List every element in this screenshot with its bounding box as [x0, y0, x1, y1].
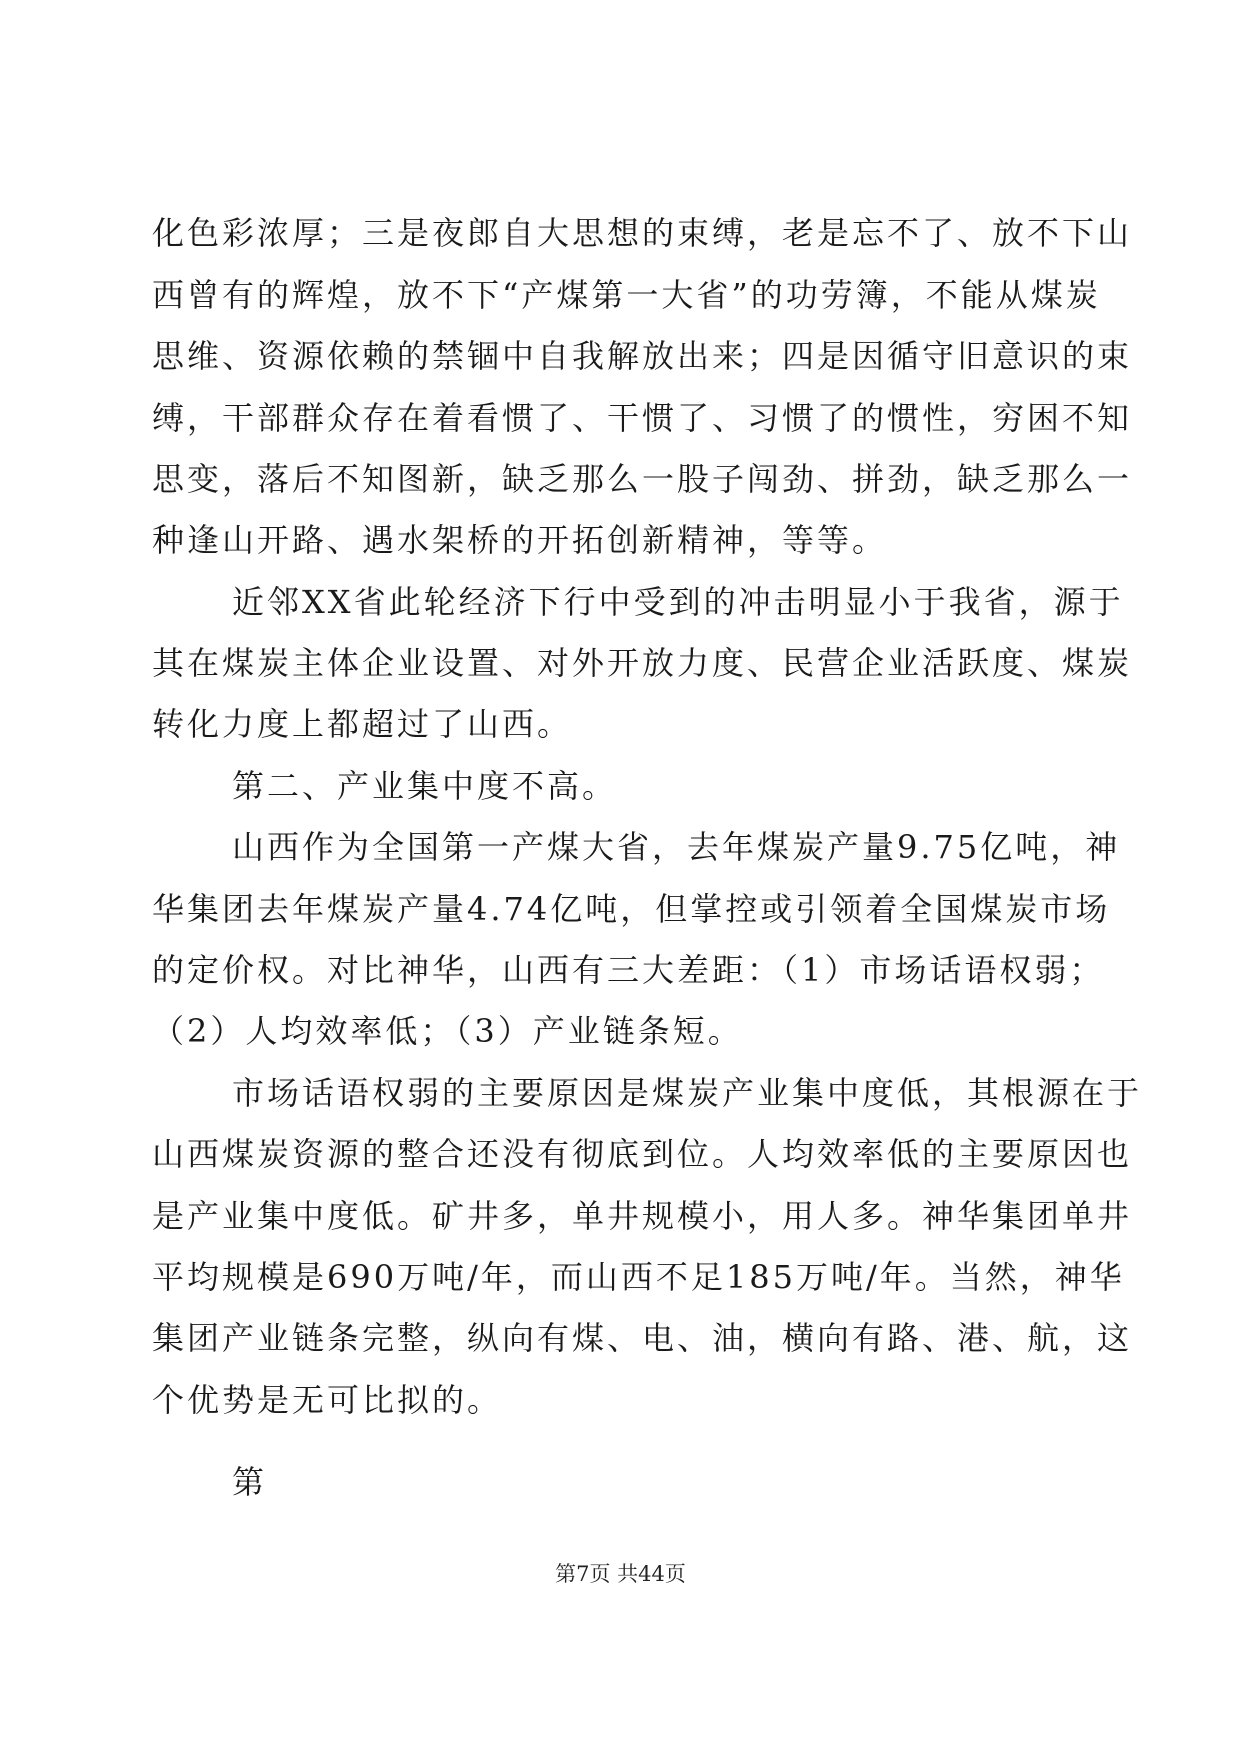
text-line: 山西煤炭资源的整合还没有彻底到位。人均效率低的主要原因也 [152, 1135, 1133, 1173]
text-line: 个优势是无可比拟的。 [152, 1381, 503, 1419]
text-line: 是产业集中度低。矿井多，单井规模小，用人多。神华集团单井 [152, 1197, 1133, 1235]
text-line: 思维、资源依赖的禁锢中自我解放出来；四是因循守旧意识的束 [152, 337, 1133, 375]
text-line: 近邻XX省此轮经济下行中受到的冲击明显小于我省，源于 [232, 583, 1124, 621]
text-line: 的定价权。对比神华，山西有三大差距：（1）市场话语权弱； [152, 951, 1105, 989]
text-line: （2）人均效率低；（3）产业链条短。 [152, 1012, 743, 1050]
text-line: 山西作为全国第一产煤大省，去年煤炭产量9.75亿吨，神 [232, 828, 1121, 866]
text-line: 思变，落后不知图新，缺乏那么一股子闯劲、拼劲，缺乏那么一 [152, 460, 1133, 498]
text-line: 种逢山开路、遇水架桥的开拓创新精神，等等。 [152, 521, 888, 559]
text-line: 西曾有的辉煌，放不下“产煤第一大省”的功劳簿，不能从煤炭 [152, 276, 1101, 314]
text-line: 华集团去年煤炭产量4.74亿吨，但掌控或引领着全国煤炭市场 [152, 890, 1111, 928]
text-line: 其在煤炭主体企业设置、对外开放力度、民营企业活跃度、煤炭 [152, 644, 1133, 682]
text-line: 市场话语权弱的主要原因是煤炭产业集中度低，其根源在于 [232, 1074, 1143, 1112]
text-line: 平均规模是690万吨/年，而山西不足185万吨/年。当然，神华 [152, 1258, 1125, 1296]
page-footer: 第7页 共44页 [555, 1562, 686, 1586]
section-heading: 第二、产业集中度不高。 [232, 767, 618, 805]
text-line: 第 [232, 1463, 268, 1501]
text-line: 化色彩浓厚；三是夜郎自大思想的束缚，老是忘不了、放不下山 [152, 214, 1133, 252]
text-line: 缚，干部群众存在着看惯了、干惯了、习惯了的惯性，穷困不知 [152, 399, 1133, 437]
text-line: 集团产业链条完整，纵向有煤、电、油，横向有路、港、航，这 [152, 1319, 1133, 1357]
text-line: 转化力度上都超过了山西。 [152, 705, 573, 743]
